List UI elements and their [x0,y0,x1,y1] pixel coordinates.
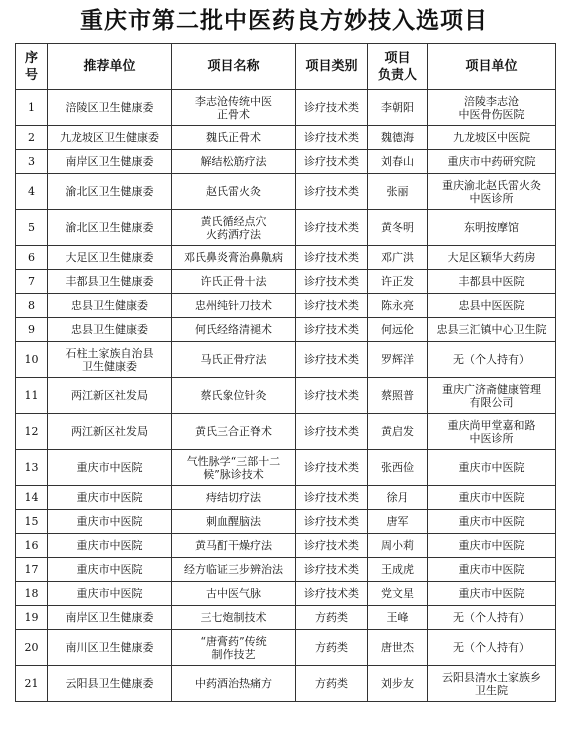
cell-name-line: 候”脉诊技术 [203,467,264,481]
header-category: 项目类别 [296,44,368,90]
cell-category: 诊疗技术类 [296,342,368,378]
cell-owner: 罗辉洋 [368,342,428,378]
cell-index: 17 [16,558,48,582]
cell-owner: 王峰 [368,606,428,630]
table-row [16,414,556,450]
cell-owner: 张丽 [368,174,428,210]
cell-org-line: 有限公司 [469,395,514,409]
cell-index: 8 [16,294,48,318]
cell-name-line: 痔结切疗法 [206,491,261,504]
cell-index: 4 [16,174,48,210]
table-row [16,246,556,270]
cell-category: 诊疗技术类 [296,270,368,294]
cell-org-line: 丰都县中医院 [458,275,525,288]
cell-org-line: 云阳县清水土家族乡 [442,670,541,684]
table-row [16,630,556,666]
cell-index: 13 [16,450,48,486]
cell-unit: 南川区卫生健康委 [48,630,172,666]
cell-category: 诊疗技术类 [296,510,368,534]
cell-org-line: 卫生院 [475,683,508,697]
cell-name-line: 忠州纯针刀技术 [195,299,272,312]
table-header-row [16,44,556,90]
cell-owner: 邓广洪 [368,246,428,270]
cell-name-line: 黄马酊干燥疗法 [195,539,272,552]
cell-org-line: 重庆广济斋健康管理 [442,382,541,396]
cell-owner: 党文星 [368,582,428,606]
cell-name-line: 正骨术 [217,107,250,121]
cell-unit: 大足区卫生健康委 [48,246,172,270]
cell-index: 12 [16,414,48,450]
cell-unit: 两江新区社发局 [48,414,172,450]
cell-name [172,126,296,150]
cell-owner: 黄启发 [368,414,428,450]
cell-name [172,318,296,342]
cell-category: 诊疗技术类 [296,582,368,606]
cell-owner: 陈永亮 [368,294,428,318]
cell-org [428,558,556,582]
cell-category: 诊疗技术类 [296,246,368,270]
cell-org [428,414,556,450]
cell-org [428,174,556,210]
table-row [16,534,556,558]
cell-category: 诊疗技术类 [296,486,368,510]
cell-category: 诊疗技术类 [296,450,368,486]
cell-name-line: 黄氏三合正脊术 [195,425,272,438]
cell-unit: 涪陵区卫生健康委 [48,90,172,126]
cell-category: 诊疗技术类 [296,210,368,246]
cell-index: 1 [16,90,48,126]
cell-org-line: 重庆市中医院 [458,491,525,504]
cell-unit: 重庆市中医院 [48,558,172,582]
cell-name-line: 制作技艺 [211,647,256,661]
cell-category: 诊疗技术类 [296,150,368,174]
table-row [16,606,556,630]
cell-index: 10 [16,342,48,378]
cell-category: 诊疗技术类 [296,294,368,318]
cell-org-line: 重庆渝北赵氏雷火灸 [442,178,541,192]
cell-name-line: 解结松筋疗法 [200,155,267,168]
cell-owner: 何远伦 [368,318,428,342]
cell-index: 18 [16,582,48,606]
cell-name [172,270,296,294]
cell-org [428,486,556,510]
cell-owner: 周小莉 [368,534,428,558]
cell-owner: 刘步友 [368,666,428,702]
cell-category: 方药类 [296,606,368,630]
cell-name-line: 中药酒治热痛方 [195,677,272,690]
cell-org [428,318,556,342]
cell-name [172,558,296,582]
header-name: 项目名称 [172,44,296,90]
cell-owner: 唐世杰 [368,630,428,666]
table-row [16,174,556,210]
cell-org-line: 重庆市中医院 [458,563,525,576]
cell-index: 5 [16,210,48,246]
cell-name [172,510,296,534]
cell-name-line: 火药洒疗法 [206,227,261,241]
cell-index: 16 [16,534,48,558]
table-row [16,450,556,486]
cell-name [172,414,296,450]
cell-category: 方药类 [296,630,368,666]
cell-org-line: 中医诊所 [469,431,514,445]
cell-unit: 重庆市中医院 [48,450,172,486]
cell-name-line: 李志沧传统中医 [195,94,272,108]
cell-org-line: 中医骨伤医院 [458,107,525,121]
cell-name-line: 蔡氏象位针灸 [200,389,267,402]
cell-name [172,90,296,126]
cell-name-line: 魏氏正骨术 [206,131,261,144]
table-row [16,486,556,510]
cell-unit: 重庆市中医院 [48,582,172,606]
cell-name [172,630,296,666]
cell-unit: 忠县卫生健康委 [48,318,172,342]
cell-unit: 云阳县卫生健康委 [48,666,172,702]
cell-owner: 唐军 [368,510,428,534]
cell-org-line: 东明按摩馆 [464,221,519,234]
cell-name-line: 三七炮制技术 [200,611,267,624]
cell-unit: 九龙坡区卫生健康委 [48,126,172,150]
cell-org [428,450,556,486]
cell-name [172,450,296,486]
cell-index: 7 [16,270,48,294]
cell-owner: 蔡照普 [368,378,428,414]
cell-org-line: 重庆市中医院 [458,587,525,600]
cell-unit: 渝北区卫生健康委 [48,210,172,246]
cell-category: 方药类 [296,666,368,702]
cell-category: 诊疗技术类 [296,534,368,558]
cell-category: 诊疗技术类 [296,174,368,210]
table-row [16,558,556,582]
cell-name-line: 许氏正骨十法 [200,275,267,288]
header-index [16,44,48,90]
cell-category: 诊疗技术类 [296,558,368,582]
header-index-line: 号 [24,67,38,83]
table-row [16,666,556,702]
cell-org-line: 忠县三汇镇中心卫生院 [436,323,547,336]
cell-org [428,126,556,150]
cell-unit-line: 石柱土家族自治县 [65,346,154,360]
cell-unit-line: 卫生健康委 [82,359,137,373]
cell-index: 15 [16,510,48,534]
cell-org-line: 重庆市中药研究院 [447,155,536,168]
cell-owner: 黄冬明 [368,210,428,246]
cell-org [428,606,556,630]
cell-category: 诊疗技术类 [296,90,368,126]
cell-org-line: 大足区颖华大药房 [447,251,536,264]
cell-org [428,210,556,246]
page-title: 重庆市第二批中医药良方妙技入选项目 [80,7,488,34]
cell-name [172,294,296,318]
cell-org [428,90,556,126]
table-row [16,378,556,414]
cell-org-line: 重庆市中医院 [458,461,525,474]
cell-name-line: 邓氏鼻炎膏治鼻鼽病 [184,251,283,264]
cell-name [172,534,296,558]
table-row [16,318,556,342]
cell-unit: 重庆市中医院 [48,486,172,510]
cell-unit: 重庆市中医院 [48,510,172,534]
table-row [16,126,556,150]
table-row [16,210,556,246]
cell-owner: 李朝阳 [368,90,428,126]
cell-org-line: 重庆尚甲堂嘉和路 [447,418,536,432]
cell-name-line: 气性脉学“三部十二 [186,454,281,468]
cell-org [428,270,556,294]
cell-org [428,510,556,534]
header-index-line: 序 [24,50,38,66]
cell-index: 6 [16,246,48,270]
cell-name-line: 马氏正骨疗法 [200,353,267,366]
header-owner-line: 负责人 [377,67,417,83]
cell-owner: 徐月 [368,486,428,510]
cell-name-line: 古中医气脉 [206,587,261,600]
cell-unit: 南岸区卫生健康委 [48,150,172,174]
cell-name [172,174,296,210]
cell-index: 11 [16,378,48,414]
cell-name-line: “唐膏药”传统 [200,634,267,648]
cell-name [172,666,296,702]
cell-index: 2 [16,126,48,150]
cell-org [428,246,556,270]
cell-org [428,378,556,414]
cell-owner: 张西俭 [368,450,428,486]
cell-name [172,246,296,270]
cell-name-line: 刺血醒脑法 [206,515,261,528]
cell-name-line: 黄氏循经点穴 [200,214,267,228]
cell-org [428,150,556,174]
cell-unit: 两江新区社发局 [48,378,172,414]
cell-unit: 渝北区卫生健康委 [48,174,172,210]
cell-category: 诊疗技术类 [296,318,368,342]
cell-name-line: 何氏经络清褪术 [195,323,272,336]
header-org: 项目单位 [428,44,556,90]
cell-org-line: 涪陵李志沧 [464,94,519,108]
cell-unit [48,342,172,378]
cell-index: 9 [16,318,48,342]
cell-name [172,378,296,414]
cell-category: 诊疗技术类 [296,414,368,450]
table-row [16,90,556,126]
cell-name [172,486,296,510]
table-row [16,582,556,606]
cell-name-line: 经方临证三步辨治法 [184,563,283,576]
table-row [16,270,556,294]
cell-name [172,342,296,378]
cell-owner: 魏德海 [368,126,428,150]
cell-unit: 丰都县卫生健康委 [48,270,172,294]
cell-unit: 南岸区卫生健康委 [48,606,172,630]
project-table [15,43,556,702]
cell-index: 3 [16,150,48,174]
table-row [16,150,556,174]
cell-owner: 刘春山 [368,150,428,174]
cell-org [428,534,556,558]
cell-org [428,582,556,606]
cell-org-line: 重庆市中医院 [458,539,525,552]
cell-org-line: 无（个人持有） [453,641,530,654]
cell-owner: 许正发 [368,270,428,294]
cell-category: 诊疗技术类 [296,378,368,414]
cell-org [428,294,556,318]
cell-name [172,150,296,174]
cell-org-line: 九龙坡区中医院 [453,131,530,144]
cell-index: 14 [16,486,48,510]
cell-org-line: 中医诊所 [469,191,514,205]
table-row [16,342,556,378]
header-owner [368,44,428,90]
cell-unit: 重庆市中医院 [48,534,172,558]
cell-index: 21 [16,666,48,702]
cell-org-line: 无（个人持有） [453,611,530,624]
cell-org [428,342,556,378]
cell-owner: 王成虎 [368,558,428,582]
cell-index: 19 [16,606,48,630]
table-row [16,294,556,318]
cell-index: 20 [16,630,48,666]
header-unit: 推荐单位 [48,44,172,90]
cell-category: 诊疗技术类 [296,126,368,150]
table-row [16,510,556,534]
cell-unit: 忠县卫生健康委 [48,294,172,318]
cell-org [428,666,556,702]
header-owner-line: 项目 [384,50,411,66]
cell-org-line: 无（个人持有） [453,353,530,366]
cell-name [172,606,296,630]
cell-name-line: 赵氏雷火灸 [206,185,261,198]
cell-name [172,210,296,246]
cell-org [428,630,556,666]
cell-org-line: 重庆市中医院 [458,515,525,528]
cell-name [172,582,296,606]
cell-org-line: 忠县中医医院 [458,299,525,312]
